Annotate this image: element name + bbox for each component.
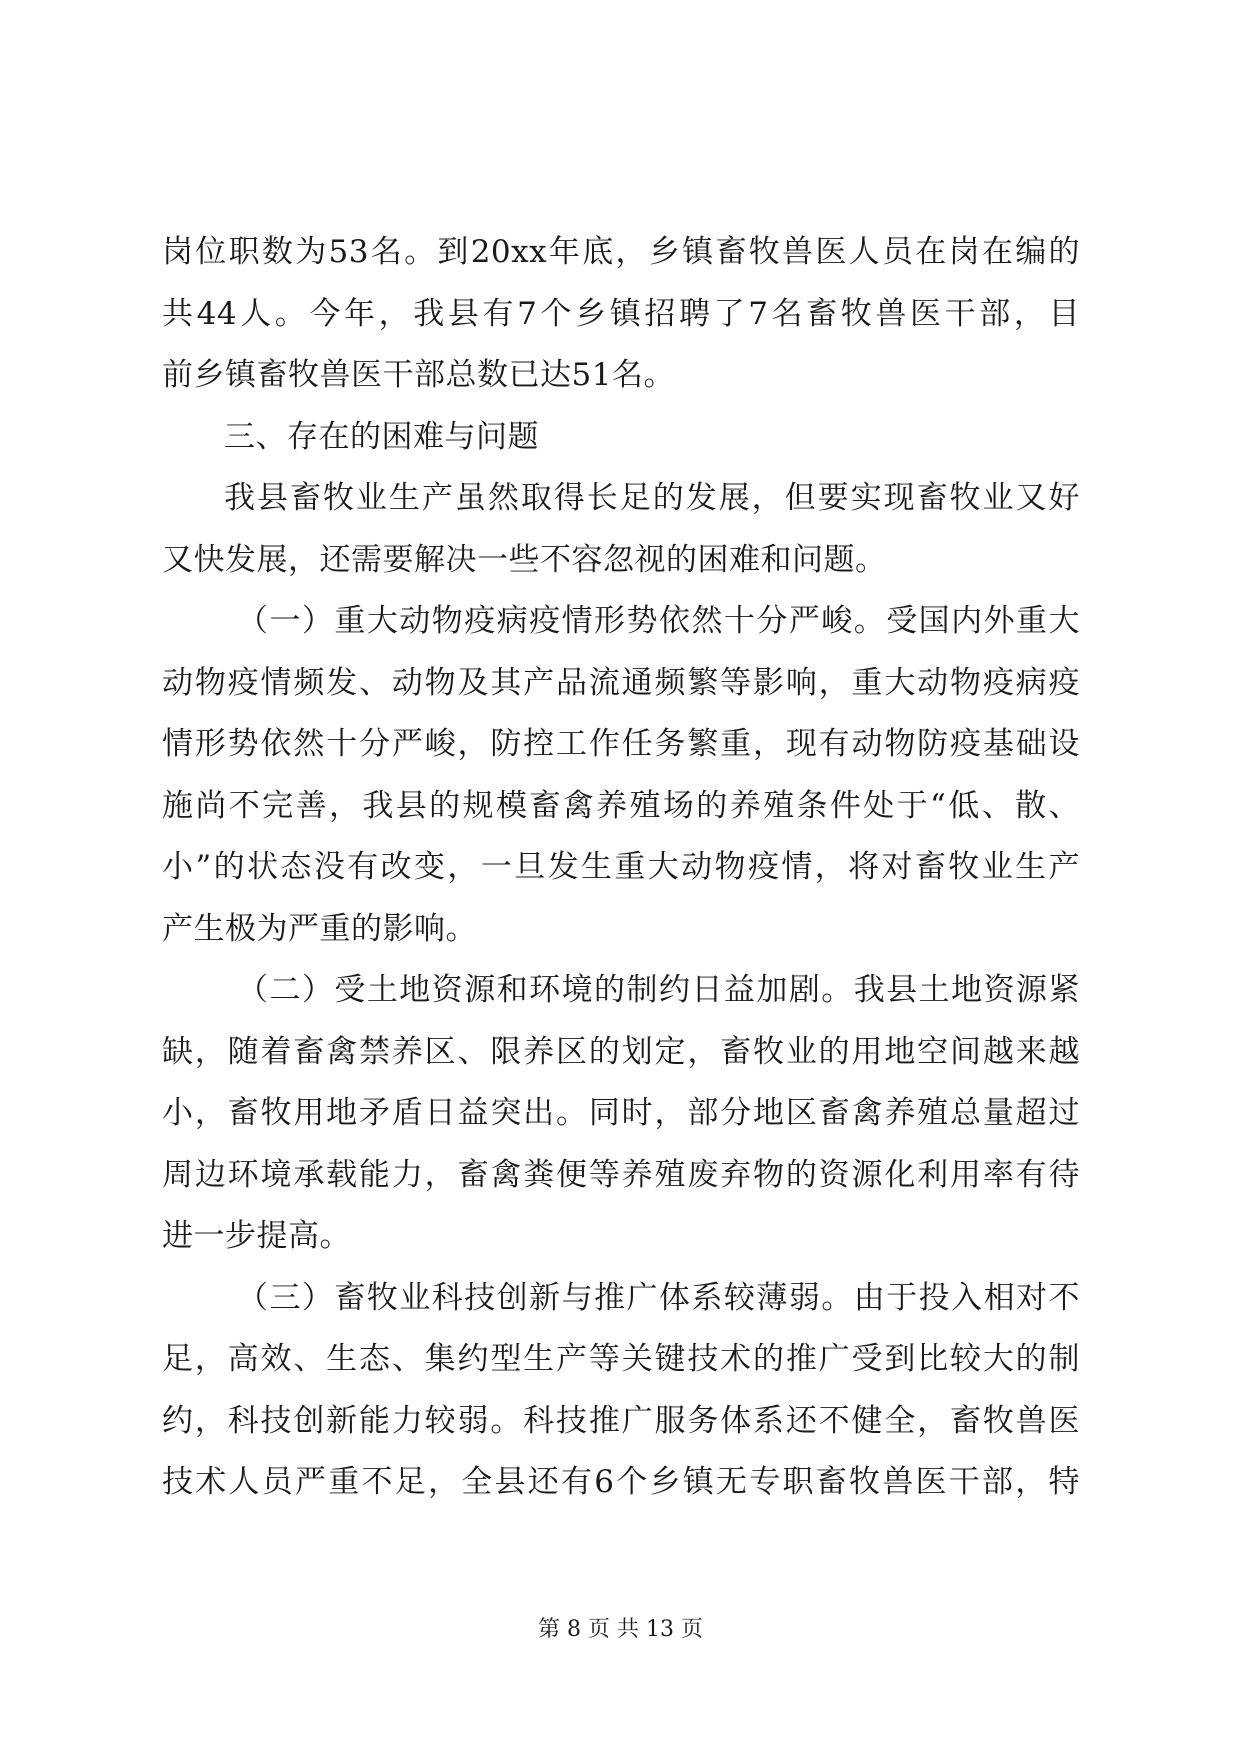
paragraph-line: 前乡镇畜牧兽医干部总数已达51名。 bbox=[162, 357, 675, 393]
paragraph-line: （三）畜牧业科技创新与推广体系较薄弱。由于投入相对不 bbox=[237, 1279, 1080, 1316]
paragraph-line: 施尚不完善，我县的规模畜禽养殖场的养殖条件处于“低、散、 bbox=[162, 787, 1080, 824]
paragraph-line: 技术人员严重不足，全县还有6个乡镇无专职畜牧兽医干部，特 bbox=[162, 1464, 1080, 1500]
paragraph-line: 又快发展，还需要解决一些不容忽视的困难和问题。 bbox=[162, 541, 887, 578]
page-number-footer: 第 8 页 共 13 页 bbox=[538, 1617, 703, 1642]
paragraph-line: 小”的状态没有改变，一旦发生重大动物疫情，将对畜牧业生产 bbox=[162, 849, 1080, 885]
paragraph-line: 我县畜牧业生产虽然取得长足的发展，但要实现畜牧业又好 bbox=[224, 480, 1080, 516]
paragraph-line: （二）受土地资源和环境的制约日益加剧。我县土地资源紧 bbox=[237, 972, 1080, 1008]
paragraph-line: 周边环境承载能力，畜禽粪便等养殖废弃物的资源化利用率有待 bbox=[162, 1156, 1080, 1193]
paragraph-line: 情形势依然十分严峻，防控工作任务繁重，现有动物防疫基础设 bbox=[162, 726, 1080, 762]
paragraph-line: 共44人。今年，我县有7个乡镇招聘了7名畜牧兽医干部，目 bbox=[162, 295, 1080, 332]
paragraph-line: 产生极为严重的影响。 bbox=[162, 910, 477, 947]
section-heading: 三、存在的困难与问题 bbox=[224, 418, 539, 455]
paragraph-line: 足，高效、生态、集约型生产等关键技术的推广受到比较大的制 bbox=[162, 1341, 1080, 1377]
paragraph-line: 小，畜牧用地矛盾日益突出。同时，部分地区畜禽养殖总量超过 bbox=[162, 1095, 1080, 1131]
paragraph-line: 缺，随着畜禽禁养区、限养区的划定，畜牧业的用地空间越来越 bbox=[162, 1033, 1080, 1070]
paragraph-line: 岗位职数为53名。到20xx年底，乡镇畜牧兽医人员在岗在编的 bbox=[162, 234, 1080, 270]
paragraph-line: 动物疫情频发、动物及其产品流通频繁等影响，重大动物疫病疫 bbox=[162, 664, 1080, 701]
paragraph-line: 约，科技创新能力较弱。科技推广服务体系还不健全，畜牧兽医 bbox=[162, 1402, 1080, 1439]
document-body bbox=[162, 222, 1080, 1514]
paragraph-line: 进一步提高。 bbox=[162, 1218, 351, 1254]
paragraph-line: （一）重大动物疫病疫情形势依然十分严峻。受国内外重大 bbox=[237, 603, 1080, 639]
